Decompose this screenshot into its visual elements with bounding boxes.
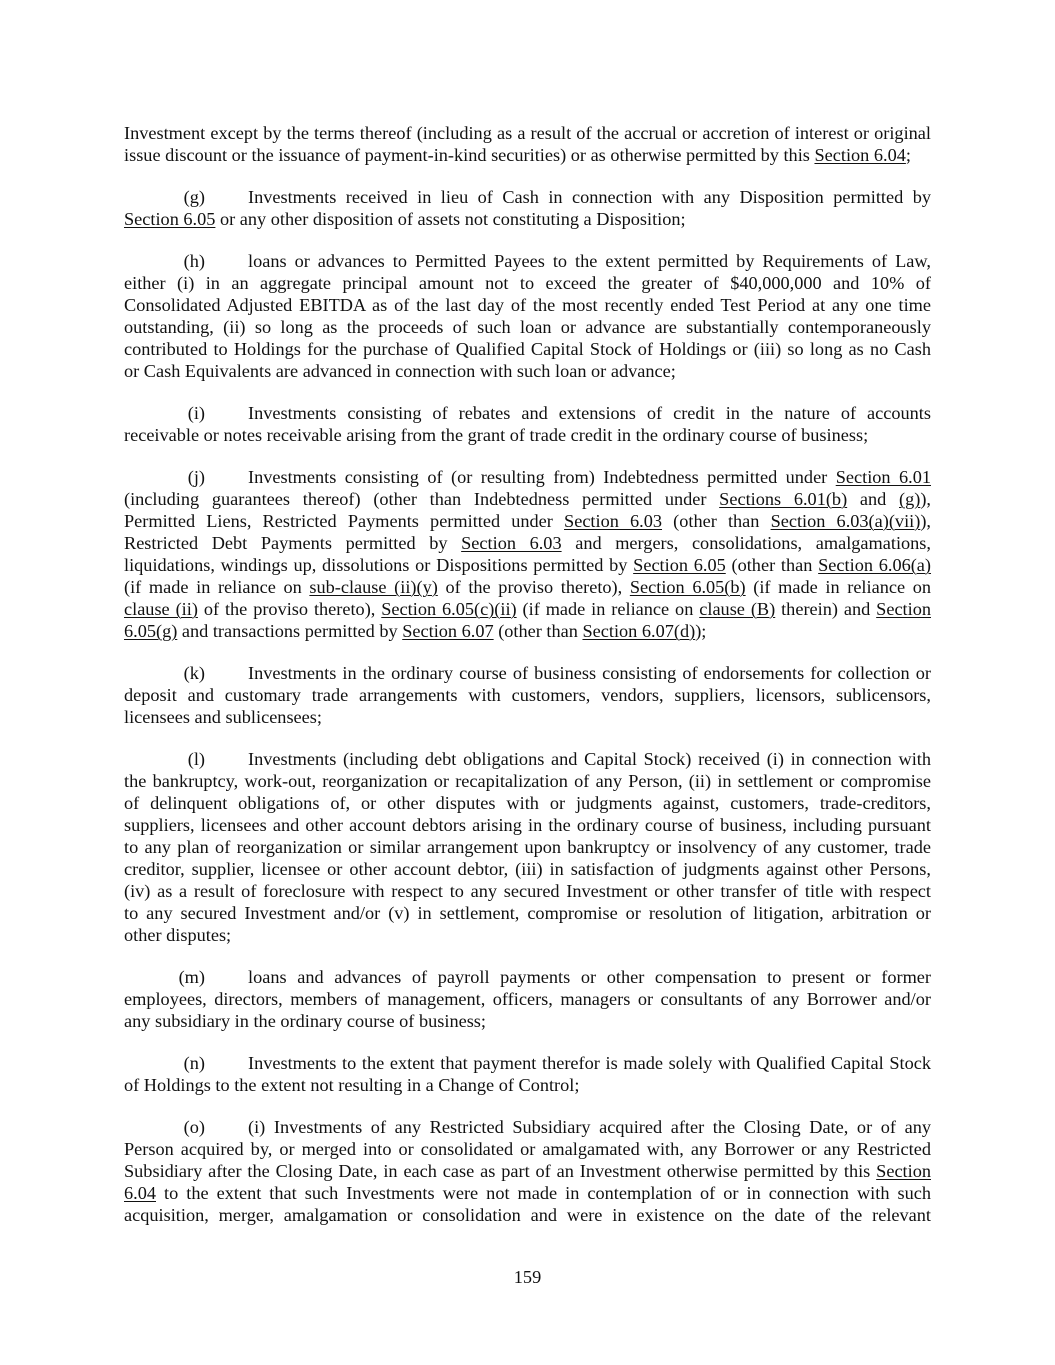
- text-line: [124, 770, 931, 792]
- text-run: either (i) in an aggregate principal amount not to exceed the greater of $40,000,000 and 10% of: [124, 273, 931, 293]
- text-line: [124, 814, 931, 836]
- clause-label: (k): [183, 663, 205, 683]
- section-reference: Section 6.01: [835, 467, 931, 487]
- text-run: licensees and sublicensees;: [124, 707, 322, 727]
- clause-n: [124, 1052, 931, 1096]
- text-run: Investments consisting of (or resulting from) Indebtedness permitted under: [248, 467, 836, 487]
- text-run: (if made in reliance on: [124, 577, 310, 597]
- section-reference: Section 6.04: [814, 145, 906, 165]
- section-reference: Section 6.05: [633, 555, 726, 575]
- section-reference: (g): [899, 489, 921, 509]
- text-line: [124, 902, 931, 924]
- clause-label: (l): [187, 749, 205, 769]
- text-line: [124, 338, 931, 360]
- section-reference: sub-clause (ii)(y): [309, 577, 438, 597]
- text-run: of the proviso thereto),: [437, 577, 630, 597]
- section-reference: Section: [876, 599, 931, 619]
- text-run: issue discount or the issuance of payment-in-kind securities) or as otherwise permitted by this: [124, 145, 815, 165]
- text-line: [124, 122, 931, 144]
- text-line: [124, 880, 931, 902]
- text-line: [124, 924, 931, 946]
- text-run: Investments received in lieu of Cash in connection with any Disposition permitted by: [248, 187, 931, 207]
- text-run: and mergers, consolidations, amalgamations,: [561, 533, 931, 553]
- text-run: (other than: [725, 555, 819, 575]
- text-run: (iv) as a result of foreclosure with respect to any secured Investment or other transfer of title with respect: [124, 881, 931, 901]
- clause-j: [124, 466, 931, 642]
- text-line: [124, 272, 931, 294]
- section-reference: clause (ii): [124, 599, 198, 619]
- text-line: [124, 510, 931, 532]
- text-run: Investments consisting of rebates and extensions of credit in the nature of accounts: [248, 403, 931, 423]
- text-run: and transactions permitted by: [177, 621, 403, 641]
- clause-label: (g): [183, 187, 205, 207]
- clause-h: [124, 250, 931, 382]
- text-run: to any secured Investment and/or (v) in settlement, compromise or resolution of litigation, arbitration or: [124, 903, 931, 923]
- text-line: [124, 858, 931, 880]
- text-line: [248, 186, 931, 208]
- text-line: [124, 792, 931, 814]
- text-run: Investment except by the terms thereof (including as a result of the accrual or accretion of interest or original: [124, 123, 931, 143]
- text-run: Restricted Debt Payments permitted by: [124, 533, 462, 553]
- text-line: [124, 144, 931, 166]
- text-line: [248, 662, 931, 684]
- text-run: loans or advances to Permitted Payees to the extent permitted by Requirements of Law,: [248, 251, 931, 271]
- text-run: employees, directors, members of management, officers, managers or consultants of any Borrower and/or: [124, 989, 931, 1009]
- text-line: [124, 1204, 931, 1226]
- text-line: [124, 532, 931, 554]
- clause-label: (o): [183, 1117, 205, 1137]
- text-run: ),: [920, 511, 931, 531]
- text-line: [124, 988, 931, 1010]
- text-line: [124, 620, 931, 642]
- section-reference: clause (B): [699, 599, 776, 619]
- clause-l: [124, 748, 931, 946]
- text-run: Subsidiary after the Closing Date, in each case as part of an Investment otherwise permitted by this: [124, 1161, 877, 1181]
- section-reference: Section 6.03(a)(vii): [770, 511, 921, 531]
- text-run: Consolidated Adjusted EBITDA as of the last day of the most recently ended Test Period at any one time: [124, 295, 931, 315]
- text-run: liquidations, windings up, dissolutions or Dispositions permitted by: [124, 555, 634, 575]
- text-line: [248, 402, 931, 424]
- section-reference: Section 6.07(d): [582, 621, 696, 641]
- text-line: [124, 208, 931, 230]
- section-reference: Section: [876, 1161, 931, 1181]
- text-run: (if made in reliance on: [516, 599, 700, 619]
- text-run: of delinquent obligations of, or other disputes with or judgments against, customers, trade-creditors,: [124, 793, 931, 813]
- text-run: Investments in the ordinary course of business consisting of endorsements for collection or: [248, 663, 931, 683]
- text-run: deposit and customary trade arrangements with customers, vendors, suppliers, licensors, sublicensors,: [124, 685, 931, 705]
- text-run: to any plan of reorganization or similar arrangement upon bankruptcy or insolvency of any customer, trade: [124, 837, 931, 857]
- document-body: [124, 122, 931, 1226]
- text-line: [248, 1052, 931, 1074]
- text-line: [124, 1138, 931, 1160]
- text-line: [124, 576, 931, 598]
- text-run: therein) and: [775, 599, 877, 619]
- text-run: Investments (including debt obligations and Capital Stock) received (i) in connection with: [248, 749, 931, 769]
- text-run: Investments to the extent that payment therefor is made solely with Qualified Capital Stock: [248, 1053, 931, 1073]
- text-run: creditor, supplier, licensee or other account debtor, (iii) in satisfaction of judgments against other Persons,: [124, 859, 931, 879]
- clause-o: [124, 1116, 931, 1226]
- text-run: (including guarantees thereof) (other than Indebtedness permitted under: [124, 489, 720, 509]
- paragraph-continued: [124, 122, 931, 166]
- text-line: [124, 1010, 931, 1032]
- clause-i: [124, 402, 931, 446]
- text-run: the bankruptcy, work-out, reorganization or recapitalization of any Person, (ii) in settlement or compromise: [124, 771, 931, 791]
- text-run: and: [847, 489, 899, 509]
- text-line: [124, 598, 931, 620]
- text-run: of Holdings to the extent not resulting in a Change of Control;: [124, 1075, 580, 1095]
- section-reference: Section 6.05(c)(ii): [381, 599, 517, 619]
- text-line: [124, 836, 931, 858]
- text-line: [124, 1182, 931, 1204]
- clause-label: (n): [183, 1053, 205, 1073]
- text-run: (i) Investments of any Restricted Subsidiary acquired after the Closing Date, or of any: [248, 1117, 931, 1137]
- text-line: [248, 748, 931, 770]
- text-line: [124, 684, 931, 706]
- text-line: [124, 294, 931, 316]
- text-run: any subsidiary in the ordinary course of business;: [124, 1011, 487, 1031]
- text-line: [124, 1160, 931, 1182]
- text-run: (other than: [493, 621, 583, 641]
- text-run: other disputes;: [124, 925, 232, 945]
- text-run: Permitted Liens, Restricted Payments permitted under: [124, 511, 565, 531]
- text-run: Person acquired by, or merged into or consolidated or amalgamated with, any Borrower or any Restricted: [124, 1139, 931, 1159]
- clause-m: [124, 966, 931, 1032]
- clause-label: (j): [187, 467, 205, 487]
- text-line: [248, 966, 931, 988]
- section-reference: 6.05(g): [124, 621, 178, 641]
- text-run: ),: [920, 489, 931, 509]
- text-line: [248, 250, 931, 272]
- text-line: [248, 1116, 931, 1138]
- text-line: [124, 554, 931, 576]
- section-reference: Section 6.06(a): [818, 555, 932, 575]
- text-line: [124, 360, 931, 382]
- text-run: suppliers, licensees and other account debtors arising in the ordinary course of business, including pursuant: [124, 815, 931, 835]
- text-line: [124, 424, 931, 446]
- section-reference: Section 6.03: [564, 511, 663, 531]
- text-run: loans and advances of payroll payments or other compensation to present or former: [248, 967, 931, 987]
- text-line: [124, 1074, 931, 1096]
- clause-k: [124, 662, 931, 728]
- text-line: [124, 488, 931, 510]
- text-line: [124, 706, 931, 728]
- clause-label: (h): [183, 251, 205, 271]
- text-run: (other than: [662, 511, 771, 531]
- text-run: (if made in reliance on: [745, 577, 931, 597]
- section-reference: Section 6.05(b): [629, 577, 746, 597]
- clause-label: (m): [178, 967, 205, 987]
- section-reference: Section 6.07: [402, 621, 494, 641]
- text-line: [124, 316, 931, 338]
- page-number: 159: [513, 1267, 542, 1287]
- section-reference: Section 6.05: [124, 209, 216, 229]
- text-run: or any other disposition of assets not constituting a Disposition;: [215, 209, 686, 229]
- clause-label: (i): [187, 403, 205, 423]
- text-run: acquisition, merger, amalgamation or consolidation and were in existence on the date of the relevant: [124, 1205, 931, 1225]
- text-run: of the proviso thereto),: [197, 599, 382, 619]
- section-reference: Sections 6.01(b): [719, 489, 848, 509]
- clause-g: [124, 186, 931, 230]
- text-run: contributed to Holdings for the purchase of Qualified Capital Stock of Holdings or (iii) so long as no Cash: [124, 339, 931, 359]
- text-run: to the extent that such Investments were not made in contemplation of or in connection with such: [156, 1183, 931, 1203]
- text-run: receivable or notes receivable arising from the grant of trade credit in the ordinary course of business;: [124, 425, 869, 445]
- section-reference: Section 6.03: [461, 533, 562, 553]
- section-reference: 6.04: [124, 1183, 156, 1203]
- text-run: or Cash Equivalents are advanced in connection with such loan or advance;: [124, 361, 676, 381]
- text-run: );: [695, 621, 707, 641]
- text-line: [248, 466, 931, 488]
- text-run: outstanding, (ii) so long as the proceeds of such loan or advance are substantially contemporaneously: [124, 317, 931, 337]
- text-run: ;: [905, 145, 911, 165]
